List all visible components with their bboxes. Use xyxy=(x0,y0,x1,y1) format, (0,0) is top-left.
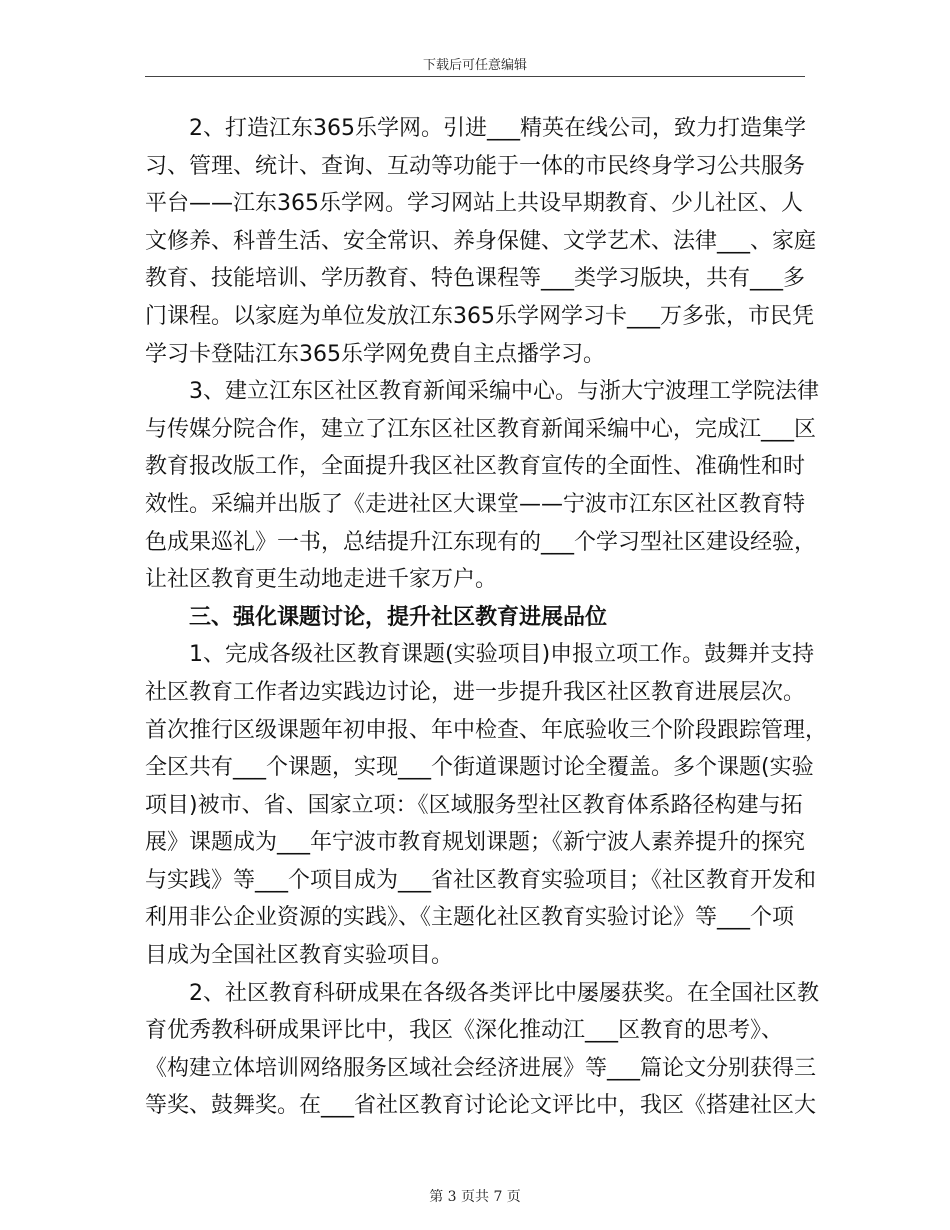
paragraph-line: 习、管理、统计、查询、互动等功能于一体的市民终身学习公共服务 xyxy=(145,153,806,179)
paragraph-line: 3、建立江东区社区教育新闻采编中心。与浙大宁波理工学院法律 xyxy=(189,379,819,405)
section-heading: 三、强化课题讨论，提升社区教育进展品位 xyxy=(189,604,608,630)
page-header: 下载后可任意编辑 xyxy=(422,58,527,73)
document-body xyxy=(145,110,828,1125)
paragraph-line: 育优秀教科研成果评比中，我区《深化推动江___区教育的思考》、 xyxy=(145,1018,784,1044)
paragraph-line: 色成果巡礼》一书，总结提升江东现有的___个学习型社区建设经验， xyxy=(145,529,817,555)
paragraph-line: 利用非公企业资源的实践》、《主题化社区教育实验讨论》等___个项 xyxy=(145,905,795,931)
paragraph-line: 社区教育工作者边实践边讨论，进一步提升我区社区教育进展层次。 xyxy=(145,679,806,705)
paragraph-line: 让社区教育更生动地走进千家万户。 xyxy=(145,567,498,593)
paragraph-line: 等奖、鼓舞奖。在___省社区教育讨论论文评比中，我区《搭建社区大 xyxy=(145,1093,817,1119)
paragraph-line: 展》课题成为___年宁波市教育规划课题；《新宁波人素养提升的探究 xyxy=(145,830,806,856)
paragraph-line: 学习卡登陆江东365乐学网免费自主点播学习。 xyxy=(145,341,605,367)
paragraph-line: 《构建立体培训网络服务区域社会经济进展》等___篇论文分别获得三 xyxy=(145,1055,817,1081)
paragraph-line: 平台——江东365乐学网。学习网站上共设早期教育、少儿社区、人 xyxy=(145,191,803,217)
paragraph-line: 全区共有___个课题，实现___个街道课题讨论全覆盖。多个课题(实验 xyxy=(145,755,814,781)
paragraph-line: 教育、技能培训、学历教育、特色课程等___类学习版块，共有___多 xyxy=(145,266,806,292)
paragraph-line: 教育报改版工作，全面提升我区社区教育宣传的全面性、准确性和时 xyxy=(145,454,806,480)
paragraph-line: 文修养、科普生活、安全常识、养身保健、文学艺术、法律___、家庭 xyxy=(145,228,817,254)
paragraph-line: 项目)被市、省、国家立项：《区域服务型社区教育体系路径构建与拓 xyxy=(145,792,803,818)
paragraph-line: 首次推行区级课题年初申报、年中检查、年底验收三个阶段跟踪管理， xyxy=(145,717,828,743)
paragraph-line: 1、完成各级社区教育课题(实验项目)申报立项工作。鼓舞并支持 xyxy=(189,642,815,668)
paragraph-line: 门课程。以家庭为单位发放江东365乐学网学习卡___万多张，市民凭 xyxy=(145,303,814,329)
paragraph-line: 与传媒分院合作，建立了江东区社区教育新闻采编中心，完成江___区 xyxy=(145,416,817,442)
paragraph-line: 2、打造江东365乐学网。引进___精英在线公司，致力打造集学 xyxy=(189,116,806,141)
header-divider xyxy=(145,76,805,77)
page-footer: 第 3 页共 7 页 xyxy=(429,1189,521,1205)
paragraph-line: 效性。采编并出版了《走进社区大课堂——宁波市江东区社区教育特 xyxy=(145,491,806,517)
paragraph-line: 目成为全国社区教育实验项目。 xyxy=(145,943,454,969)
paragraph-line: 2、社区教育科研成果在各级各类评比中屡屡获奖。在全国社区教 xyxy=(189,980,819,1006)
paragraph-line: 与实践》等___个项目成为___省社区教育实验项目；《社区教育开发和 xyxy=(145,867,817,893)
